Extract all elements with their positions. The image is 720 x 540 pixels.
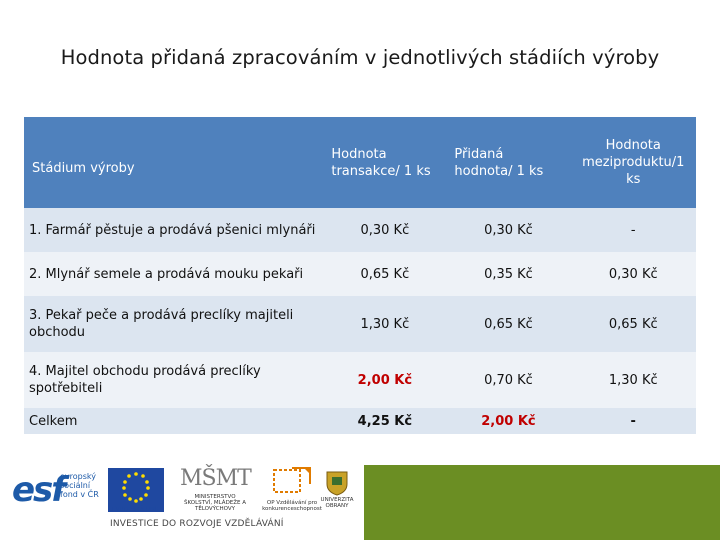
msmt-logo-text: MŠMT	[180, 466, 251, 491]
table-row	[24, 252, 696, 296]
transaction-cell: 2,00 Kč	[323, 352, 446, 408]
op-vk-icon	[270, 466, 314, 498]
transaction-cell: 4,25 Kč	[323, 408, 446, 434]
stage-cell: 2. Mlynář semele a prodává mouku pekaři	[24, 252, 323, 296]
footer-slogan: INVESTICE DO ROZVOJE VZDĚLÁVÁNÍ	[110, 519, 284, 529]
university-crest-icon	[320, 470, 354, 509]
added-cell: 0,35 Kč	[446, 252, 570, 296]
table-row	[24, 352, 696, 408]
transaction-cell: 1,30 Kč	[323, 296, 446, 352]
header-transaction: Hodnota transakce/ 1 ks	[323, 117, 446, 208]
added-cell: 0,30 Kč	[446, 208, 570, 252]
esf-logo-text: esf	[12, 470, 65, 510]
stage-cell: Celkem	[24, 408, 323, 434]
eu-stars-icon	[108, 468, 164, 506]
msmt-logo	[180, 466, 250, 510]
intermediate-cell: -	[571, 208, 696, 252]
msmt-subtitle: MINISTERSTVO ŠKOLSTVÍ, MLÁDEŽE A TĚLOVÝCHOVY	[183, 494, 247, 512]
header-stage: Stádium výroby	[24, 117, 323, 208]
op-vk-label: OP Vzdělávání pro konkurenceschopnost	[262, 500, 322, 512]
transaction-cell: 0,65 Kč	[323, 252, 446, 296]
header-added: Přidaná hodnota/ 1 ks	[446, 117, 570, 208]
header-intermediate: Hodnota meziproduktu/1 ks	[571, 117, 696, 208]
value-added-table	[24, 117, 696, 434]
eu-label: EVROPSKÁ UNIE	[111, 506, 161, 513]
esf-logo	[12, 470, 99, 510]
added-cell: 2,00 Kč	[446, 408, 570, 434]
table-row	[24, 208, 696, 252]
transaction-cell: 0,30 Kč	[323, 208, 446, 252]
university-label: UNIVERZITA OBRANY	[320, 497, 354, 509]
intermediate-cell: 0,30 Kč	[571, 252, 696, 296]
table-header-row	[24, 117, 696, 208]
stage-cell: 1. Farmář pěstuje a prodává pšenici mlynáři	[24, 208, 323, 252]
intermediate-cell: -	[571, 408, 696, 434]
intermediate-cell: 1,30 Kč	[571, 352, 696, 408]
intermediate-cell: 0,65 Kč	[571, 296, 696, 352]
stage-cell: 3. Pekař peče a prodává preclíky majiteli obchodu	[24, 296, 323, 352]
op-vk-logo	[262, 466, 322, 512]
page-title: Hodnota přidaná zpracováním v jednotlivých stádiích výroby	[60, 46, 660, 69]
added-cell: 0,70 Kč	[446, 352, 570, 408]
added-cell: 0,65 Kč	[446, 296, 570, 352]
green-decorative-block	[364, 465, 720, 540]
esf-logo-subtitle: evropský sociální fond v ČR	[60, 472, 99, 499]
table-row-total	[24, 408, 696, 434]
crest-icon	[325, 470, 349, 496]
table-row	[24, 296, 696, 352]
stage-cell: 4. Majitel obchodu prodává preclíky spotřebiteli	[24, 352, 323, 408]
